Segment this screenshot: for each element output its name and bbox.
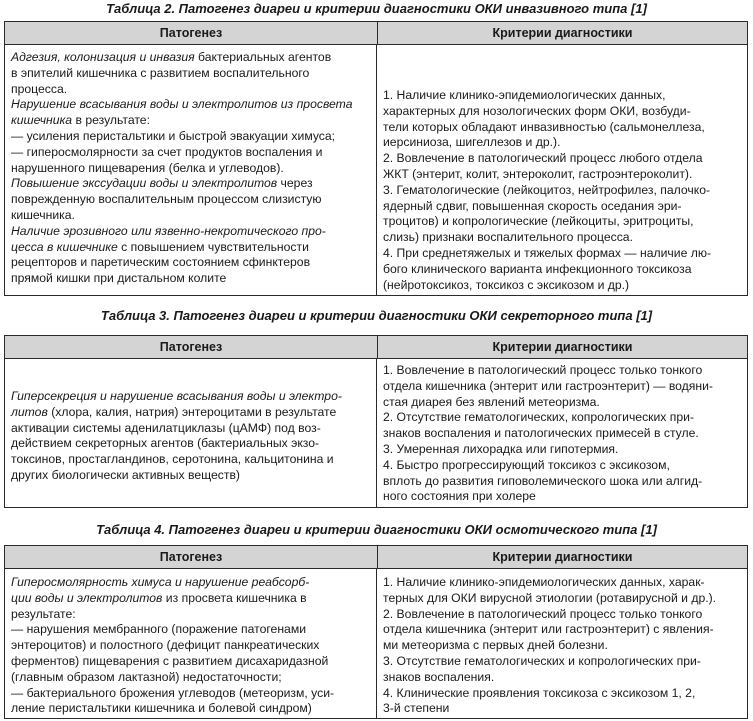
text-segment: — бактериального брожения углеводов (метеоризм, уси- <box>11 685 335 700</box>
text-segment: других биологически активных веществ) <box>11 467 240 482</box>
text-segment: действием секреторных агентов (бактериальных экзо- <box>11 436 320 451</box>
cell-text-line: ми метеоризма с первых дней болезни. <box>383 638 608 653</box>
cell-text-line: слизь) признаки воспалительного процесса. <box>383 230 633 245</box>
table-4-caption: Таблица 4. Патогенез диареи и критерии диагностики ОКИ осмотического типа [1] <box>96 522 657 537</box>
text-segment: поврежденную воспалительным процессом слизистую <box>11 192 322 207</box>
cell-text-line: 3. Умеренная лихорадка или гипотермия. <box>383 441 619 456</box>
emphasized-text: Адгезия, колонизация и инвазия <box>11 50 195 64</box>
emphasized-text: Повышение экссудации воды и электролитов <box>11 176 278 191</box>
table-4-header-criteria: Критерии диагностики <box>492 550 633 564</box>
cell-text-line <box>11 607 370 623</box>
cell-text-line <box>11 255 370 271</box>
emphasized-text: кишечника <box>11 113 73 128</box>
text-segment: кишечника. <box>11 207 75 222</box>
text-segment: процесса. <box>11 81 68 96</box>
cell-text-line <box>11 224 370 240</box>
table-4 <box>4 545 748 719</box>
table-4-pathogenesis-cell <box>5 569 377 719</box>
cell-text-line <box>11 113 370 129</box>
cell-text-line <box>11 192 370 208</box>
emphasized-text: Наличие эрозивного или язвенно-некротического про- <box>11 223 326 238</box>
cell-text-line <box>11 145 370 161</box>
cell-text-line <box>11 129 370 145</box>
cell-text-line: отдела кишечника (энтерит или гастроэнтерит) — водяни- <box>383 378 713 393</box>
text-segment: токсинов, простагландинов, серотонина, кальцитонина и <box>11 452 334 467</box>
text-segment: — усиления перистальтики и быстрой эвакуации химуса; <box>11 128 336 143</box>
cell-text-line: терных для ОКИ вирусной этиологии (ротавирусной и др.). <box>383 590 717 605</box>
cell-text-line: (нейротоксикоз, токсикоз с эксикозом и др.) <box>383 277 630 292</box>
table-2-header-row <box>5 22 747 45</box>
text-segment: (главным образом лактазной) недостаточности; <box>11 669 282 684</box>
cell-text-line <box>11 405 370 421</box>
text-segment: активации системы аденилатциклазы (цАМФ) под воз- <box>11 420 321 435</box>
cell-text-line: ного состояния при холере <box>383 489 536 504</box>
cell-text-line <box>11 208 370 224</box>
cell-text-line <box>11 176 370 192</box>
cell-text-line: 3. Отсутствие гематологических и копрологических при- <box>383 653 701 668</box>
text-segment: ление перистальтики кишечника и болевой синдром) <box>11 701 312 716</box>
table-3-header-row <box>5 336 747 359</box>
cell-text-line <box>11 591 370 607</box>
cell-text-line: 2. Вовлечение в патологический процесс любого отдела <box>383 151 703 166</box>
table-4-header-row <box>5 546 747 569</box>
text-segment: из просвета кишечника в <box>162 590 307 605</box>
text-segment: — нарушения мембранного (поражение патогенами <box>11 622 307 637</box>
cell-text-line: знаков воспаления и патологических примесей в стуле. <box>383 426 699 441</box>
cell-text-line <box>11 575 370 591</box>
table-2-header-criteria: Критерии диагностики <box>492 26 633 40</box>
text-segment: в результате: <box>72 113 150 128</box>
cell-text-line <box>11 271 370 287</box>
cell-text-line: знаков воспаления. <box>383 669 495 684</box>
emphasized-text: ции воды и электролитов <box>11 590 163 605</box>
cell-text-line: вплоть до развития гиповолемического шока или алгид- <box>383 473 703 488</box>
table-2-caption: Таблица 2. Патогенез диареи и критерии диагностики ОКИ инвазивного типа [1] <box>106 1 647 16</box>
cell-text-line <box>11 654 370 670</box>
cell-text-line: 3-й степени <box>383 701 450 716</box>
cell-text-line: 4. При среднетяжелых и тяжелых формах — наличие лю- <box>383 245 712 260</box>
cell-text-line: отдела кишечника (энтерит или гастроэнтерит) с явления- <box>383 622 714 637</box>
cell-text-line <box>11 240 370 256</box>
text-segment: прямой кишки при дистальном колите <box>11 271 227 286</box>
table-3-caption: Таблица 3. Патогенез диареи и критерии диагностики ОКИ секреторного типа [1] <box>100 308 653 323</box>
cell-text-line <box>11 50 370 66</box>
text-segment: в эпителий кишечника с развитием воспалительного <box>11 65 310 80</box>
cell-text-line: ЖКТ (энтерит, колит, энтероколит, гастроэнтероколит). <box>383 166 693 181</box>
table-3-pathogenesis-cell <box>5 359 377 508</box>
cell-text-line: 2. Вовлечение в патологический процесс только тонкого <box>383 606 703 621</box>
text-segment: с повышением чувствительности <box>117 239 309 254</box>
table-3-criteria-cell <box>377 359 747 508</box>
cell-text-line <box>11 161 370 177</box>
cell-text-line <box>11 82 370 98</box>
text-segment: (хлора, калия, натрия) энтероцитами в результате <box>47 404 337 419</box>
table-2-pathogenesis-cell <box>5 45 377 296</box>
cell-text-line <box>11 670 370 686</box>
table-3-header-criteria: Критерии диагностики <box>492 340 633 354</box>
text-segment: через <box>277 176 313 191</box>
table-3-header-pathogenesis: Патогенез <box>5 336 378 358</box>
emphasized-text: Гиперосмолярность химуса и нарушение реабсорб- <box>11 575 310 589</box>
cell-text-line: иерсиниоза, шигеллезов и др.). <box>383 135 561 150</box>
cell-text-line <box>11 66 370 82</box>
cell-text-line: 1. Наличие клинико-эпидемиологических данных, <box>383 88 666 102</box>
text-segment: нарушенного пищеварения (белка и углеводов). <box>11 160 284 175</box>
cell-text-line: 2. Отсутствие гематологических, копрологических при- <box>383 410 695 425</box>
cell-text-line: характерных для нозологических форм ОКИ, возбуди- <box>383 103 691 118</box>
table-3 <box>4 335 748 508</box>
table-2-header-pathogenesis: Патогенез <box>5 22 378 44</box>
text-segment: ферментов) пищеварения с развитием дисахаридазной <box>11 653 329 668</box>
table-4-criteria-cell <box>377 569 747 719</box>
cell-text-line <box>11 701 370 717</box>
cell-text-line <box>11 436 370 452</box>
cell-text-line: 1. Вовлечение в патологический процесс только тонкого <box>383 363 703 377</box>
emphasized-text: Нарушение всасывания воды и электролитов из просвета <box>11 97 353 112</box>
text-segment: энтероцитов) и полостного (дефицит панкреатических <box>11 638 320 653</box>
text-segment: результате: <box>11 606 76 621</box>
text-segment: рецепторов и паретическим состоянием сфинктеров <box>11 255 311 270</box>
cell-text-line <box>11 686 370 702</box>
cell-text-line: стая диарея без явлений метеоризма. <box>383 394 600 409</box>
cell-text-line <box>11 638 370 654</box>
cell-text-line: 4. Клинические проявления токсикоза с эксикозом 1, 2, <box>383 685 696 700</box>
cell-text-line <box>11 468 370 484</box>
emphasized-text: Гиперсекреция и нарушение всасывания воды и электро- <box>11 389 342 403</box>
cell-text-line: ядерный сдвиг, повышенная скорость оседания эри- <box>383 198 682 213</box>
emphasized-text: литов <box>11 404 48 419</box>
table-4-header-pathogenesis: Патогенез <box>5 546 378 568</box>
cell-text-line: 3. Гематологические (лейкоцитоз, нейтрофилез, палочко- <box>383 182 711 197</box>
cell-text-line: 1. Наличие клинико-эпидемиологических данных, харак- <box>383 575 705 589</box>
emphasized-text: цесса в кишечнике <box>11 239 118 254</box>
cell-text-line: тели которых обладают инвазивностью (сальмонеллеза, <box>383 119 705 134</box>
cell-text-line <box>11 421 370 437</box>
cell-text-line <box>11 622 370 638</box>
cell-text-line: троцитов) и копрологические (лейкоциты, эритроциты, <box>383 214 694 229</box>
cell-text-line <box>11 389 370 405</box>
text-segment: — гиперосмолярности за счет продуктов воспаления и <box>11 144 323 159</box>
cell-text-line <box>11 97 370 113</box>
table-2 <box>4 21 748 296</box>
cell-text-line <box>11 452 370 468</box>
cell-text-line: 4. Быстро прогрессирующий токсикоз с эксикозом, <box>383 457 670 472</box>
text-segment: бактериальных агентов <box>194 50 332 64</box>
cell-text-line: бого клинического варианта инфекционного токсикоза <box>383 261 692 276</box>
table-2-criteria-cell <box>377 45 747 296</box>
